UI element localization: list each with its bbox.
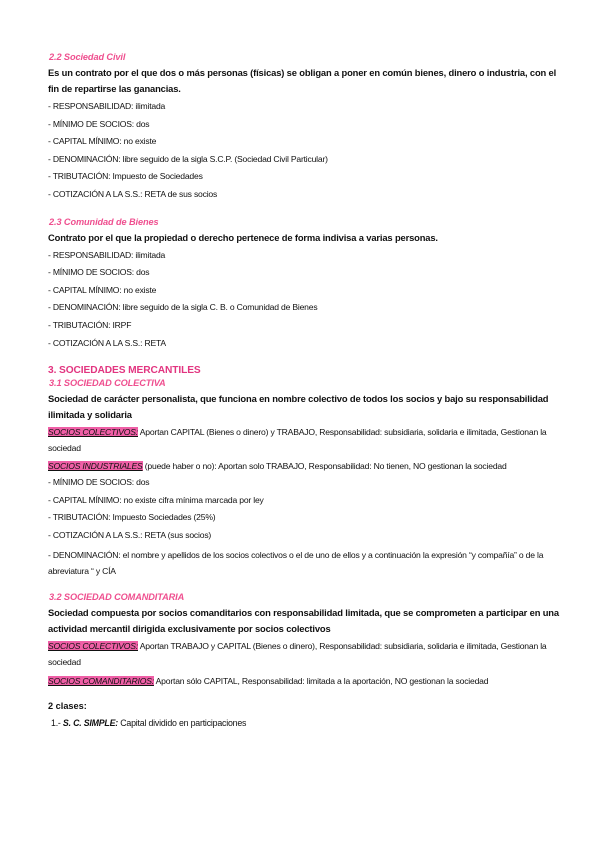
section-2-2-list: [48, 98, 560, 204]
section-2-2-title: 2.2 Sociedad Civil: [49, 52, 126, 62]
highlight-label: SOCIOS COLECTIVOS:: [48, 427, 138, 438]
section-2-3-list: [48, 247, 560, 353]
list-item: - MÍNIMO DE SOCIOS: dos: [48, 477, 150, 488]
list-item: - COTIZACIÓN A LA S.S.: RETA de sus socios: [48, 188, 218, 199]
paragraph-text: Aportan TRABAJO y CAPITAL (Bienes o dinero), Responsabilidad: subsidiaria, solidaria e ilimitada, Gestionan la sociedad: [48, 640, 547, 667]
list-item: - TRIBUTACIÓN: Impuesto de Sociedades: [48, 171, 203, 182]
list-item: - DENOMINACIÓN: libre seguido de la sigla S.C.P. (Sociedad Civil Particular): [48, 153, 328, 164]
list-item: - COTIZACIÓN A LA S.S.: RETA: [48, 337, 166, 348]
list-item: - MÍNIMO DE SOCIOS: dos: [48, 267, 150, 278]
list-item: - TRIBUTACIÓN: IRPF: [48, 319, 132, 330]
list-item: - CAPITAL MÍNIMO: no existe: [48, 136, 157, 147]
highlight-label: SOCIOS INDUSTRIALES: [48, 461, 143, 472]
denominacion-paragraph: - DENOMINACIÓN: el nombre y apellidos de los socios colectivos o el de uno de ellos y a continuación la expresión “y compañía” o de la abreviatura “ y CÍA: [48, 549, 544, 576]
list-item: - COTIZACIÓN A LA S.S.: RETA (sus socios): [48, 529, 212, 540]
section-2-2-definition: Es un contrato por el que dos o más personas (físicas) se obligan a poner en común bienes, dinero o industria, con el fin de repartirse las ganancias.: [48, 67, 557, 94]
socios-industriales-paragraph: [48, 458, 560, 474]
section-3-2-title: 3.2 SOCIEDAD COMANDITARIA: [49, 591, 185, 602]
paragraph-text: Aportan sólo CAPITAL, Responsabilidad: limitada a la aportación, NO gestionan la sociedad: [153, 675, 489, 686]
list-item: - DENOMINACIÓN: libre seguido de la sigla C. B. o Comunidad de Bienes: [48, 302, 318, 313]
highlight-label: SOCIOS COMANDITARIOS:: [48, 675, 154, 686]
classes-label: 2 clases:: [48, 700, 87, 711]
list-item: - RESPONSABILIDAD: ilimitada: [48, 249, 166, 260]
section-3-1-definition: Sociedad de carácter personalista, que funciona en nombre colectivo de todos los socios y bajo su responsabilidad ilimitada y solidaria: [48, 393, 549, 421]
section-3-1-title: 3.1 SOCIEDAD COLECTIVA: [49, 378, 166, 389]
class-name: S. C. SIMPLE:: [62, 717, 118, 728]
socios-colectivos-paragraph: [48, 424, 560, 456]
paragraph-text: Aportan CAPITAL (Bienes o dinero) y TRABAJO, Responsabilidad: subsidiaria, solidaria e ilimitada, Gestionan la sociedad: [48, 427, 547, 454]
section-3-1-list: [48, 474, 560, 544]
socios-comanditarios-paragraph: [48, 673, 560, 689]
section-3-2-definition: Sociedad compuesta por socios comanditarios con responsabilidad limitada, que se comprometen a participar en una actividad mercantil dirigida exclusivamente por socios colectivos: [48, 606, 559, 634]
paragraph-text: (puede haber o no): Aportan solo TRABAJO, Responsabilidad: No tienen, NO gestionan la sociedad: [142, 461, 507, 472]
list-item: - MÍNIMO DE SOCIOS: dos: [48, 118, 150, 129]
highlight-label: SOCIOS COLECTIVOS:: [48, 640, 138, 651]
list-item: - RESPONSABILIDAD: ilimitada: [48, 101, 166, 111]
class-1-item: [48, 715, 560, 731]
socios-colectivos-paragraph: [48, 638, 560, 670]
section-3-heading: 3. SOCIEDADES MERCANTILES: [48, 365, 201, 377]
class-number: 1.-: [51, 717, 63, 728]
section-2-3-definition: Contrato por el que la propiedad o derecho pertenece de forma indivisa a varias personas.: [48, 231, 438, 243]
section-2-3-title: 2.3 Comunidad de Bienes: [49, 216, 159, 227]
list-item: - TRIBUTACIÓN: Impuesto Sociedades (25%): [48, 512, 216, 523]
class-description: Capital dividido en participaciones: [118, 717, 247, 728]
list-item: - CAPITAL MÍNIMO: no existe: [48, 284, 157, 295]
list-item: - CAPITAL MÍNIMO: no existe cifra mínima marcada por ley: [48, 494, 264, 505]
